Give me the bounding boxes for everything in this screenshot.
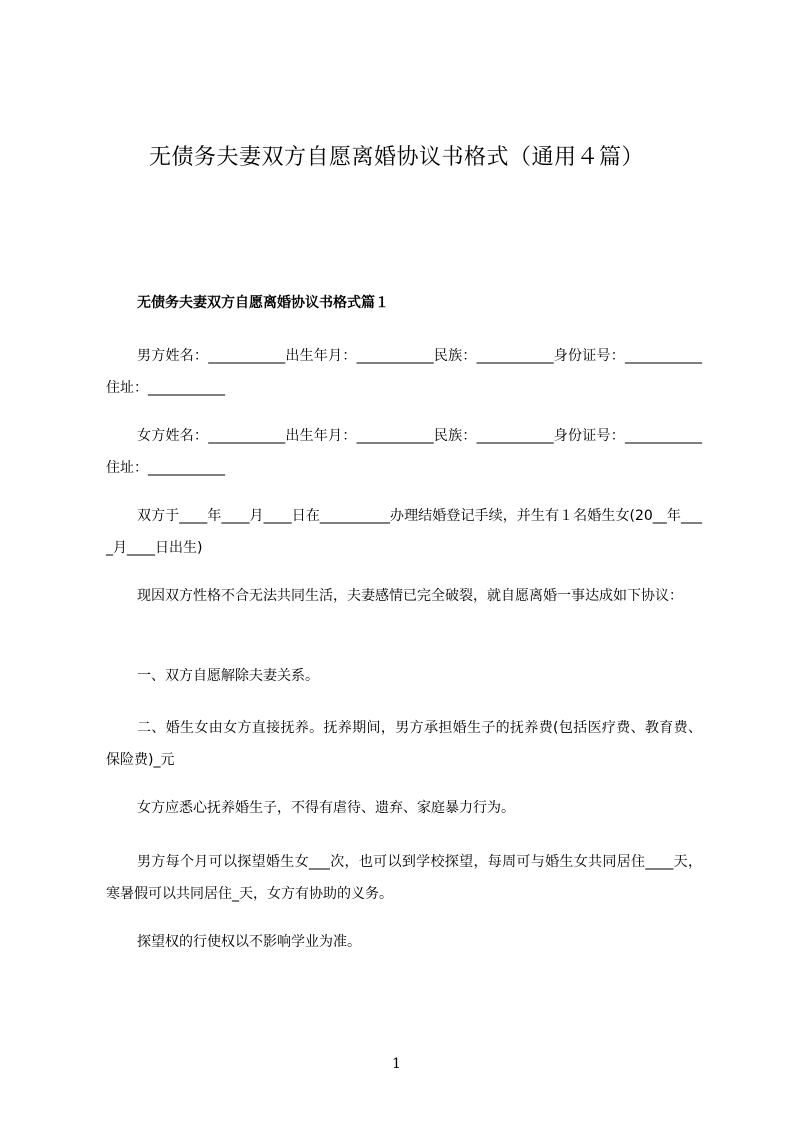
paragraph-male-info: 男方姓名：___________出生年月：___________民族：___________身份证号：___________住址：___________: [106, 348, 702, 396]
paragraph-visitation: 男方每个月可以探望婚生女___次，也可以到学校探望，每周可与婚生女共同居住____天，寒暑假可以共同居住_天，女方有协助的义务。: [106, 854, 702, 902]
paragraph-care-duty: 女方应悉心抚养婚生子，不得有虐待、遗弃、家庭暴力行为。: [137, 800, 515, 816]
section-title: 无债务夫妻双方自愿离婚协议书格式篇１: [137, 295, 389, 311]
document-title: 无债务夫妻双方自愿离婚协议书格式（通用４篇）: [148, 145, 644, 170]
page-number: 1: [392, 1056, 401, 1072]
paragraph-clause-2: 二、婚生女由女方直接抚养。抚养期间，男方承担婚生子的抚养费(包括医疗费、教育费、保险费)_元: [106, 720, 702, 768]
paragraph-clause-1: 一、双方自愿解除夫妻关系。: [137, 668, 319, 684]
paragraph-marriage-registration: 双方于____年____月____日在__________办理结婚登记手续，并生有１名婚生女(20__年____月____日出生): [106, 508, 702, 556]
paragraph-visitation-limit: 探望权的行使权以不影响学业为准。: [137, 934, 361, 950]
paragraph-female-info: 女方姓名：___________出生年月：___________民族：___________身份证号：___________住址：___________: [106, 428, 702, 476]
paragraph-divorce-reason: 现因双方性格不合无法共同生活，夫妻感情已完全破裂，就自愿离婚一事达成如下协议：: [137, 588, 683, 604]
